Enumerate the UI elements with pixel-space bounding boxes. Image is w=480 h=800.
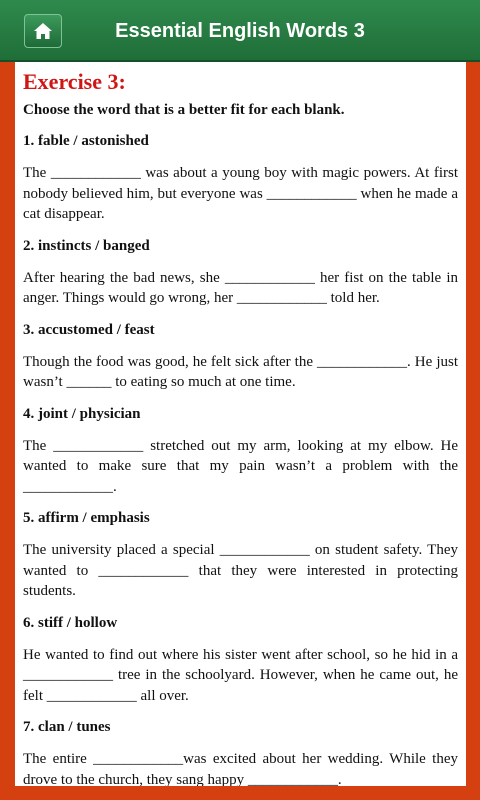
exercise-content[interactable] [15,62,466,786]
exercise-title: Exercise 3: [23,69,126,94]
item-4-sentence: The ____________ stretched out my arm, looking at my elbow. He wanted to make sure that my pain wasn’t a problem with the ____________. [23,437,458,495]
exercise-instruction: Choose the word that is a better fit for each blank. [23,102,345,118]
item-1-sentence: The ____________ was about a young boy with magic powers. At first nobody believed him, but everyone was ____________ when he made a cat disappear. [23,165,458,222]
home-button[interactable] [24,14,62,48]
home-icon [33,22,53,40]
item-3-words: 3. accustomed / feast [23,321,155,338]
item-1-words: 1. fable / astonished [23,133,149,149]
top-bar [0,0,480,62]
item-2-sentence: After hearing the bad news, she ____________ her fist on the table in anger. Things would go wrong, her ____________ told her. [23,269,458,306]
item-4-words: 4. joint / physician [23,405,141,422]
item-2-words: 2. instincts / banged [23,237,150,254]
item-7-sentence: The entire ____________was excited about her wedding. While they drove to the church, they sang happy ____________. [23,751,458,786]
item-3-sentence: Though the food was good, he felt sick after the ____________. He just wasn’t ______ to eating so much at one time. [23,353,458,390]
item-5-sentence: The university placed a special ____________ on student safety. They wanted to ____________ that they were interested in protecting students. [23,542,458,599]
item-5-words: 5. affirm / emphasis [23,510,150,526]
item-7-words: 7. clan / tunes [23,719,111,735]
page-title: Essential English Words 3 [115,19,365,42]
item-6-sentence: He wanted to find out where his sister went after school, so he hid in a ____________ tree in the schoolyard. However, when he came out, he felt ____________ all over. [23,646,458,704]
item-6-words: 6. stiff / hollow [23,614,118,631]
